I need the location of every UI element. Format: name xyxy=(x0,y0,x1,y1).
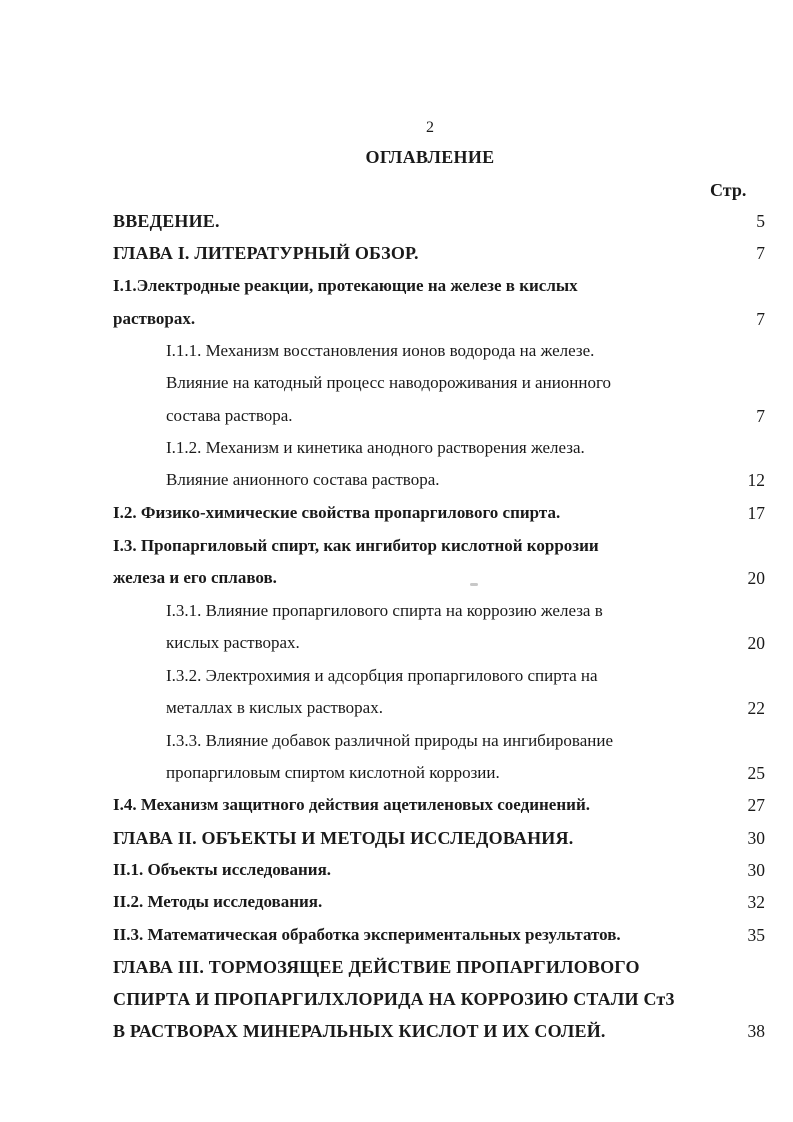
toc-entry-page: 7 xyxy=(756,309,765,329)
toc-entry-text: СПИРТА И ПРОПАРГИЛХЛОРИДА НА КОРРОЗИЮ СТАЛИ Ст3 xyxy=(113,989,675,1009)
toc-entry xyxy=(0,925,793,955)
toc-entry xyxy=(0,309,793,339)
toc-entry-text: ГЛАВА I. ЛИТЕРАТУРНЫЙ ОБЗОР. xyxy=(113,243,419,263)
toc-entry xyxy=(0,211,793,241)
toc-entry-text: состава раствора. xyxy=(166,406,293,425)
toc-entry-text: II.2. Методы исследования. xyxy=(113,892,323,911)
toc-entry-text: I.2. Физико-химические свойства пропаргилового спирта. xyxy=(113,503,561,522)
toc-entry-text: В РАСТВОРАХ МИНЕРАЛЬНЫХ КИСЛОТ И ИХ СОЛЕЙ. xyxy=(113,1021,606,1041)
toc-entry-page: 22 xyxy=(747,698,765,718)
toc-entry-text: ГЛАВА III. ТОРМОЗЯЩЕЕ ДЕЙСТВИЕ ПРОПАРГИЛОВОГО xyxy=(113,957,640,977)
toc-entry xyxy=(0,276,793,306)
toc-entry-page: 5 xyxy=(756,211,765,231)
toc-entry-text: I.3.1. Влияние пропаргилового спирта на коррозию железа в xyxy=(166,601,603,620)
toc-entry-text: I.1.1. Механизм восстановления ионов водорода на железе. xyxy=(166,341,595,360)
toc-entry-text: I.4. Механизм защитного действия ацетиленовых соединений. xyxy=(113,795,590,814)
page-number: 2 xyxy=(426,119,434,136)
toc-entry xyxy=(0,795,793,825)
toc-entry-text: пропаргиловым спиртом кислотной коррозии. xyxy=(166,763,500,782)
toc-entry xyxy=(0,373,793,403)
toc-entry xyxy=(0,568,793,598)
scan-speck xyxy=(470,583,478,586)
toc-entry xyxy=(0,989,793,1019)
toc-entry xyxy=(0,892,793,922)
toc-entry-text: II.3. Математическая обработка экспериментальных результатов. xyxy=(113,925,621,944)
toc-entry-text: растворах. xyxy=(113,309,196,328)
toc-entry-text: II.1. Объекты исследования. xyxy=(113,860,332,879)
toc-entry-page: 27 xyxy=(747,795,765,815)
toc-entry-text: I.3.2. Электрохимия и адсорбция пропаргилового спирта на xyxy=(166,666,598,685)
toc-entry xyxy=(0,341,793,371)
toc-entry xyxy=(0,731,793,761)
toc-entry-text: I.3. Пропаргиловый спирт, как ингибитор кислотной коррозии xyxy=(113,536,599,555)
toc-entry-page: 30 xyxy=(747,828,765,848)
toc-entry-page: 17 xyxy=(747,503,765,523)
toc-entry-page: 20 xyxy=(747,633,765,653)
toc-entry xyxy=(0,860,793,890)
toc-entry xyxy=(0,957,793,987)
toc-entry-page: 30 xyxy=(747,860,765,880)
toc-entry xyxy=(0,536,793,566)
toc-entry-text: металлах в кислых растворах. xyxy=(166,698,383,717)
toc-entry xyxy=(0,633,793,663)
toc-entry-text: ВВЕДЕНИЕ. xyxy=(113,211,220,231)
toc-entry-text: ГЛАВА II. ОБЪЕКТЫ И МЕТОДЫ ИССЛЕДОВАНИЯ. xyxy=(113,828,574,848)
toc-entry xyxy=(0,828,793,858)
toc-entry-text: кислых растворах. xyxy=(166,633,300,652)
toc-entry-page: 25 xyxy=(747,763,765,783)
toc-entry xyxy=(0,763,793,793)
toc-entry xyxy=(0,1021,793,1051)
toc-entry xyxy=(0,601,793,631)
toc-entry-text: железа и его сплавов. xyxy=(113,568,277,587)
toc-entry-text: I.1.Электродные реакции, протекающие на железе в кислых xyxy=(113,276,578,295)
toc-entry-page: 20 xyxy=(747,568,765,588)
toc-entry-page: 35 xyxy=(747,925,765,945)
toc-entry-page: 12 xyxy=(747,470,765,490)
page-column-label: Стр. xyxy=(710,180,747,200)
toc-entry xyxy=(0,503,793,533)
toc-entry-page: 7 xyxy=(756,406,765,426)
toc-entry-page: 38 xyxy=(747,1021,765,1041)
toc-entry xyxy=(0,470,793,500)
toc-entry-text: I.1.2. Механизм и кинетика анодного растворения железа. xyxy=(166,438,585,457)
toc-entry xyxy=(0,438,793,468)
toc-entry xyxy=(0,698,793,728)
toc-entry-text: I.3.3. Влияние добавок различной природы на ингибирование xyxy=(166,731,614,750)
toc-entry-text: Влияние на катодный процесс наводороживания и анионного xyxy=(166,373,612,392)
toc-entry-page: 7 xyxy=(756,243,765,263)
toc-entry xyxy=(0,666,793,696)
toc-entry xyxy=(0,243,793,273)
toc-entry-page: 32 xyxy=(747,892,765,912)
toc-entry xyxy=(0,406,793,436)
page-title: ОГЛАВЛЕНИЕ xyxy=(365,147,495,167)
toc-entry-text: Влияние анионного состава раствора. xyxy=(166,470,440,489)
